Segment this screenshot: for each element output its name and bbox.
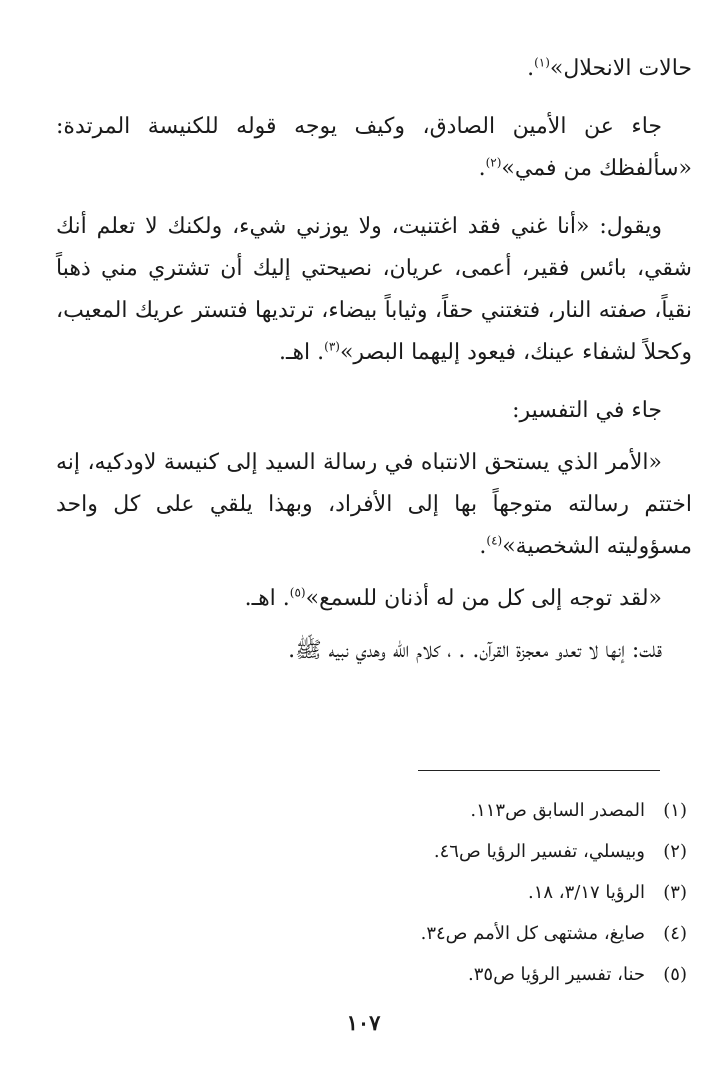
- footnote-ref-3: (٣): [324, 339, 340, 354]
- footnote-text: وبيسلي، تفسير الرؤيا ص٤٦.: [433, 841, 645, 862]
- footnote-divider: [418, 770, 660, 771]
- footnote-text: المصدر السابق ص١١٣.: [470, 800, 645, 821]
- footnote-number: (٣): [663, 882, 687, 903]
- page-body: [56, 48, 692, 672]
- footnote-ref-2: (٢): [485, 155, 502, 170]
- footnote-number: (٢): [663, 841, 687, 862]
- paragraph-2: جاء عن الأمين الصادق، وكيف يوجه قوله للكنيسة المرتدة: «سألفظك من فمي»$^{(٢)}$.: [56, 114, 692, 181]
- footnote-ref-5: (٥): [289, 585, 306, 600]
- footnote-number: (١): [663, 800, 687, 821]
- paragraph-5: «الأمر الذي يستحق الانتباه في رسالة السيد إلى كنيسة لاودكيه، إنه اختتم رسالته متوجهاً بها إلى الأفراد، وبهذا يلقي على كل واحد مسؤوليته الشخصية»$^{(٤)}$.: [56, 450, 692, 559]
- footnote-item: [87, 790, 687, 831]
- paragraph-3: ويقول: «أنا غني فقد اغتنيت، ولا يوزني شيء، ولكنك لا تعلم أنك شقي، بائس فقير، أعمى، عريان، نصيحتي إليك أن تشتري مني ذهباً نقياً، صفته النار، فتغتني حقاً، وثياباً بيضاء، ترتديها فتستر عريك المعيب، وكحلاً لشفاء عينك، فيعود إليهما البصر»$^{(٣)}$. اهـ.: [56, 214, 692, 365]
- footnote-number: (٤): [663, 923, 687, 944]
- paragraph-1: حالات الانحلال»$^{(١)}$.: [527, 55, 692, 81]
- footnote-text: صايغ، مشتهى كل الأمم ص٣٤.: [420, 923, 645, 944]
- footnote-item: [87, 954, 687, 995]
- footnote-ref-4: (٤): [486, 533, 503, 548]
- paragraph-6: «لقد توجه إلى كل من له أذنان للسمع»$^{(٥)}$. اهـ.: [244, 585, 662, 611]
- footnote-item: [87, 913, 687, 954]
- footnote-ref-1: (١): [534, 55, 550, 70]
- footnote-number: (٥): [663, 964, 687, 985]
- page-number: ١٠٧: [346, 1010, 381, 1035]
- footnotes-list: [87, 790, 687, 995]
- paragraph-7: قلت: إنها لا تعدو معجزة القرآن. . ، كلام الله وهدي نبيه ﷺ.: [288, 638, 662, 663]
- paragraph-4: جاء في التفسير:: [512, 398, 662, 423]
- footnote-text: حنا، تفسير الرؤيا ص٣٥.: [468, 964, 645, 985]
- footnote-text: الرؤيا ٣/١٧، ١٨.: [527, 882, 645, 903]
- footnote-item: [87, 872, 687, 913]
- footnote-item: [87, 831, 687, 872]
